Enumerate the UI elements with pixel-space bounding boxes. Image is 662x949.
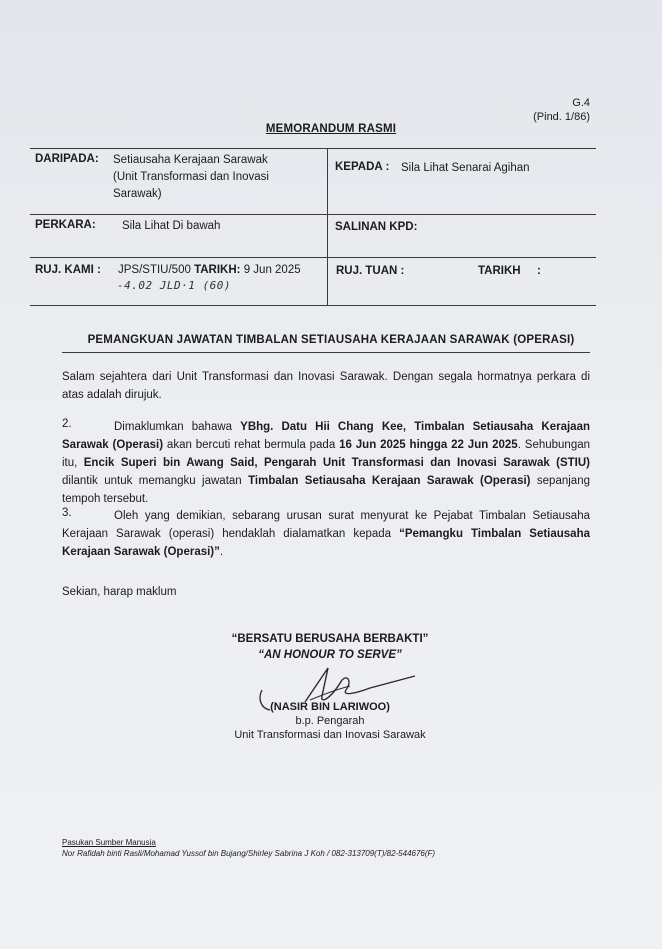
- paragraph-3: Oleh yang demikian, sebarang urusan surat menyurat ke Pejabat Timbalan Setiausaha Kerajaan Sarawak (operasi) hendaklah dialamatkan kepada “Pemangku Timbalan Setiausaha Kerajaan Sarawak (Operasi)”.: [62, 510, 590, 558]
- perkara-label: PERKARA:: [35, 219, 96, 231]
- signatory-bp: b.p. Pengarah: [295, 715, 365, 727]
- ruj-tuan-label: RUJ. TUAN :: [336, 265, 405, 277]
- paragraph-2-number: 2.: [62, 418, 72, 430]
- tarikh-value: 9 Jun 2025: [243, 264, 301, 276]
- kepada-label: KEPADA :: [335, 161, 390, 173]
- memo-title: MEMORANDUM RASMI: [265, 123, 397, 135]
- form-revision: (Pind. 1/86): [533, 111, 590, 123]
- table-rule-2: [30, 257, 596, 258]
- signatory-block: [180, 700, 480, 742]
- table-divider: [327, 148, 328, 305]
- daripada-line: Setiausaha Kerajaan Sarawak: [113, 154, 268, 166]
- motto-english: “AN HONOUR TO SERVE”: [258, 649, 402, 661]
- memo-subject: PEMANGKUAN JAWATAN TIMBALAN SETIAUSAHA KERAJAAN SARAWAK (OPERASI): [87, 334, 575, 346]
- signatory-unit: Unit Transformasi dan Inovasi Sarawak: [234, 729, 426, 741]
- footer: [62, 837, 435, 859]
- table-top-rule: [30, 148, 596, 149]
- tarikh2-colon: :: [537, 265, 541, 277]
- daripada-line: Sarawak): [113, 188, 162, 200]
- footer-contacts: Nor Rafidah binti Rasli/Mohamad Yussof bin Bujang/Shirley Sabrina J Koh / 082-313709(T)/82-544676(F): [62, 849, 436, 858]
- motto-malay: “BERSATU BERUSAHA BERBAKTI”: [231, 633, 429, 645]
- motto: [180, 631, 480, 663]
- daripada-value: [113, 152, 323, 203]
- paragraph-2: Dimaklumkan bahawa YBhg. Datu Hii Chang Kee, Timbalan Setiausaha Kerajaan Sarawak (Operasi) akan bercuti rehat bermula pada 16 Jun 2025 hingga 22 Jun 2025. Sehubungan itu, Encik Superi bin Awang Said, Pengarah Unit Transformasi dan Inovasi Sarawak (STIU) dilantik untuk memangku jawatan Timbalan Setiausaha Kerajaan Sarawak (Operasi) sepanjang tempoh tersebut.: [62, 421, 591, 505]
- tarikh-label: TARIKH:: [194, 264, 241, 276]
- subject-underline: [62, 352, 590, 353]
- salinan-label: SALINAN KPD:: [335, 221, 418, 233]
- tarikh2-label: TARIKH: [478, 265, 521, 277]
- ruj-kami-value: [118, 262, 301, 279]
- daripada-line: (Unit Transformasi dan Inovasi: [113, 171, 269, 183]
- footer-team: Pasukan Sumber Manusia: [62, 838, 156, 847]
- closing-line: Sekian, harap maklum: [62, 586, 177, 598]
- table-bottom-rule: [30, 305, 596, 306]
- ruj-kami-label: RUJ. KAMI :: [35, 264, 101, 276]
- form-code: G.4: [572, 97, 590, 109]
- kepada-value: Sila Lihat Senarai Agihan: [401, 162, 530, 174]
- signatory-name: (NASIR BIN LARIWOO): [270, 701, 390, 713]
- form-reference: [533, 96, 590, 124]
- ruj-kami-number: JPS/STIU/500: [118, 264, 191, 276]
- handwritten-file-ref: -4.02 JLD·1 (60): [117, 279, 231, 292]
- paragraph-3-number: 3.: [62, 507, 72, 519]
- table-rule-1: [30, 214, 596, 215]
- paragraph-1: Salam sejahtera dari Unit Transformasi dan Inovasi Sarawak. Dengan segala hormatnya perkara di atas adalah dirujuk.: [62, 371, 590, 401]
- daripada-label: DARIPADA:: [35, 153, 99, 165]
- perkara-value: Sila Lihat Di bawah: [122, 220, 221, 232]
